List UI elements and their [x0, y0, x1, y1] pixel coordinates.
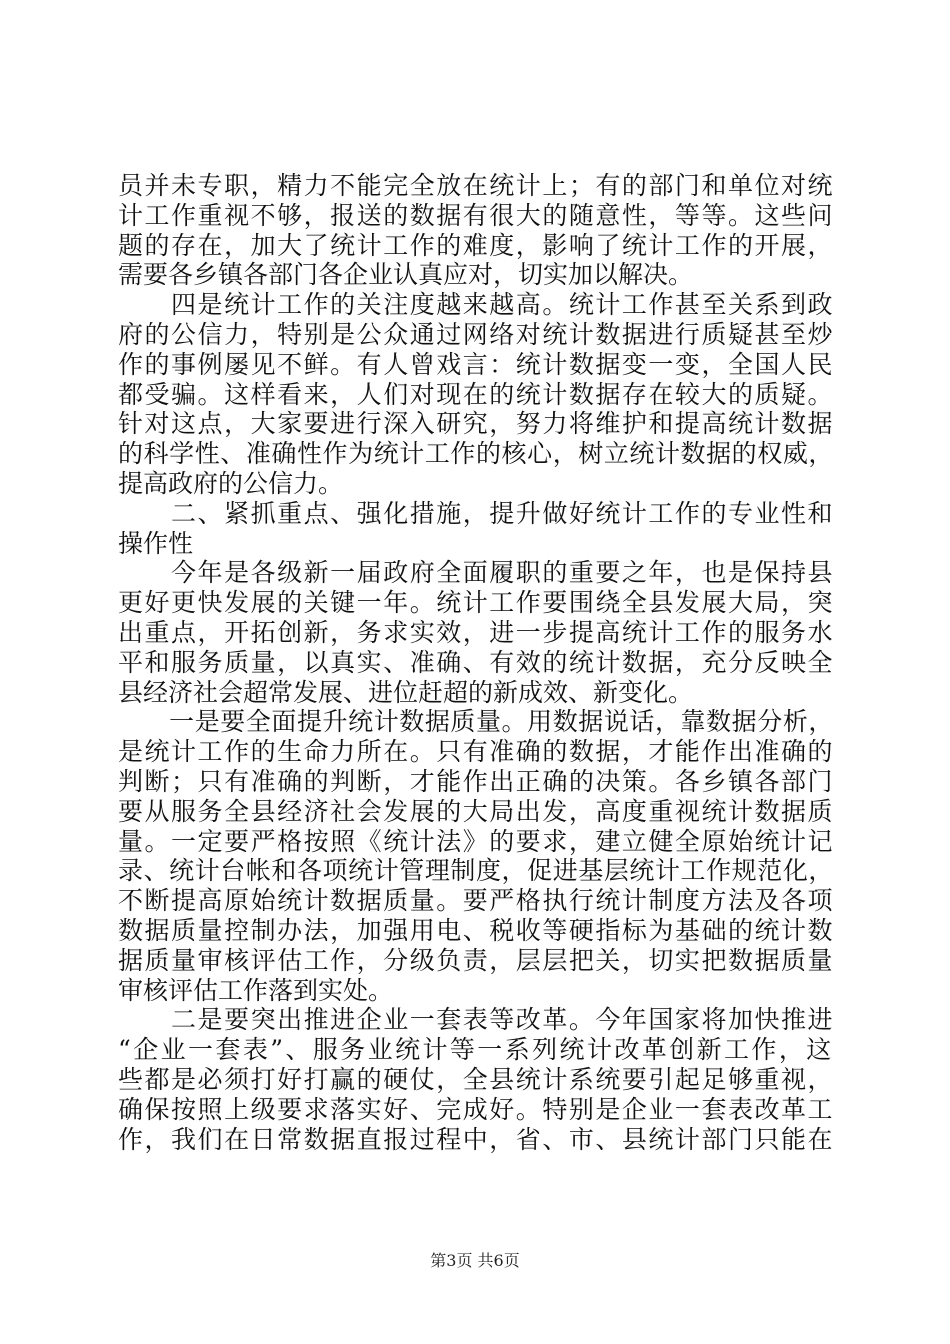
text-line: 都受骗。这样看来，人们对现在的统计数据存在较大的质疑。: [118, 379, 835, 409]
text-line: 些都是必须打好打赢的硬仗，全县统计系统要引起足够重视，: [118, 1064, 835, 1094]
text-line: 判断；只有准确的判断，才能作出正确的决策。各乡镇各部门: [118, 766, 835, 796]
text-line: 数据质量控制办法，加强用电、税收等硬指标为基础的统计数: [118, 915, 835, 945]
document-body: [118, 171, 834, 1154]
text-line: 四是统计工作的关注度越来越高。统计工作甚至关系到政: [118, 290, 835, 320]
text-line: 需要各乡镇各部门各企业认真应对，切实加以解决。: [118, 260, 694, 290]
text-line: 量。一定要严格按照《统计法》的要求，建立健全原始统计记: [118, 826, 835, 856]
text-line: 今年是各级新一届政府全面履职的重要之年，也是保持县: [118, 558, 835, 588]
text-line: 县经济社会超常发展、进位赶超的新成效、新变化。: [118, 677, 694, 707]
text-line: 据质量审核评估工作，分级负责，层层把关，切实把数据质量: [118, 945, 835, 975]
page-footer: 第3页 共6页: [430, 1251, 520, 1270]
text-line: 题的存在，加大了统计工作的难度，影响了统计工作的开展，: [118, 230, 835, 260]
text-line: 确保按照上级要求落实好、完成好。特别是企业一套表改革工: [118, 1094, 835, 1124]
text-line: 要从服务全县经济社会发展的大局出发，高度重视统计数据质: [118, 796, 835, 826]
text-line: 针对这点，大家要进行深入研究，努力将维护和提高统计数据: [118, 409, 835, 439]
text-line: 二是要突出推进企业一套表等改革。今年国家将加快推进: [118, 1005, 835, 1035]
text-line: 府的公信力，特别是公众通过网络对统计数据进行质疑甚至炒: [118, 319, 835, 349]
text-line: 平和服务质量，以真实、准确、有效的统计数据，充分反映全: [118, 647, 835, 677]
text-line: 员并未专职，精力不能完全放在统计上；有的部门和单位对统: [118, 171, 835, 200]
text-line: “企业一套表”、服务业统计等一系列统计改革创新工作，这: [118, 1035, 834, 1065]
text-line: 是统计工作的生命力所在。只有准确的数据，才能作出准确的: [118, 737, 835, 767]
text-line: 提高政府的公信力。: [118, 468, 344, 498]
text-line: 二、紧抓重点、强化措施，提升做好统计工作的专业性和: [118, 498, 835, 528]
text-line: 操作性: [118, 528, 194, 558]
text-line: 的科学性、准确性作为统计工作的核心，树立统计数据的权威，: [118, 439, 834, 469]
text-line: 录、统计台帐和各项统计管理制度，促进基层统计工作规范化，: [118, 856, 834, 886]
text-line: 更好更快发展的关键一年。统计工作要围绕全县发展大局，突: [118, 588, 835, 618]
text-line: 审核评估工作落到实处。: [118, 975, 394, 1005]
text-line: 不断提高原始统计数据质量。要严格执行统计制度方法及各项: [118, 886, 835, 916]
text-line: 计工作重视不够，报送的数据有很大的随意性，等等。这些问: [118, 200, 835, 230]
text-line: 作的事例屡见不鲜。有人曾戏言：统计数据变一变，全国人民: [118, 349, 835, 379]
text-line: 作，我们在日常数据直报过程中，省、市、县统计部门只能在: [118, 1124, 835, 1154]
text-line: 出重点，开拓创新，务求实效，进一步提高统计工作的服务水: [118, 617, 835, 647]
text-line: 一是要全面提升统计数据质量。用数据说话，靠数据分析，: [118, 707, 834, 737]
